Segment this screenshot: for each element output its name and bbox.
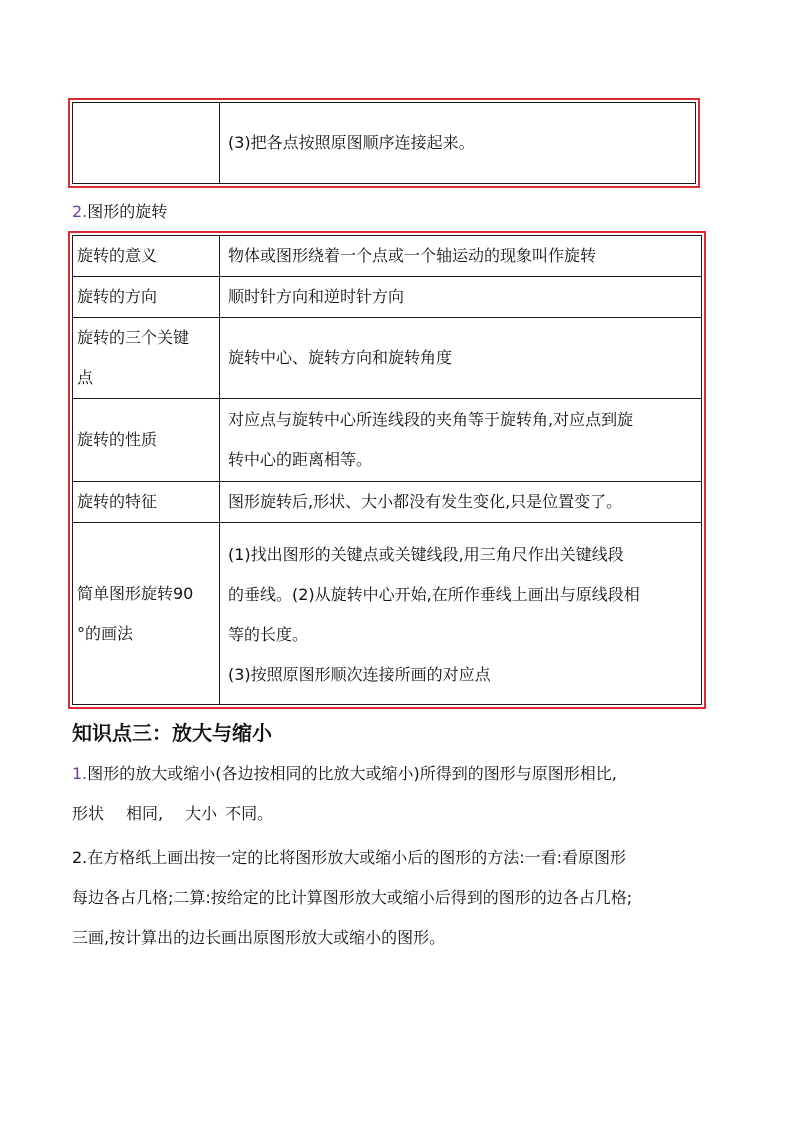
table-cell-key: 旋转的意义 bbox=[73, 236, 220, 277]
value-line: 的垂线。(2)从旋转中心开始,在所作垂线上画出与原线段相 bbox=[228, 584, 640, 604]
table-row bbox=[73, 482, 702, 523]
table-row bbox=[73, 236, 702, 277]
blank-answer: 相同, bbox=[126, 804, 164, 823]
table-row bbox=[73, 318, 702, 399]
paragraph-scaling-method bbox=[72, 838, 732, 958]
value-line: 等的长度。 bbox=[228, 624, 309, 644]
paragraph-text: 图形的放大或缩小(各边按相同的比放大或缩小)所得到的图形与原图形相比, bbox=[87, 764, 617, 783]
rotation-table bbox=[68, 231, 706, 709]
blank-label: 形状 bbox=[72, 804, 105, 823]
key-line: 旋转的三个关键 bbox=[77, 328, 190, 347]
paragraph-line: 2.在方格纸上画出按一定的比将图形放大或缩小后的图形的方法:一看:看原图形 bbox=[72, 848, 627, 867]
list-number: 1. bbox=[72, 764, 88, 783]
key-line: 简单图形旋转90 bbox=[77, 583, 194, 603]
value-line: 对应点与旋转中心所连线段的夹角等于旋转角,对应点到旋 bbox=[228, 410, 634, 429]
table-cell-key: 旋转的特征 bbox=[73, 482, 220, 523]
table-cell-value: 物体或图形绕着一个点或一个轴运动的现象叫作旋转 bbox=[220, 236, 702, 277]
paragraph-line bbox=[72, 794, 732, 834]
knowledge-point-heading: 知识点三：放大与缩小 bbox=[72, 721, 272, 745]
table-row bbox=[73, 523, 702, 705]
table-cell-value: 旋转中心、旋转方向和旋转角度 bbox=[220, 318, 702, 399]
section-title-text: 图形的旋转 bbox=[87, 202, 168, 221]
key-line: °的画法 bbox=[77, 623, 134, 643]
paragraph-line: 每边各占几格;二算:按给定的比计算图形放大或缩小后得到的图形的边各占几格; bbox=[72, 888, 633, 907]
table-cell-value bbox=[220, 399, 702, 482]
blank-label: 大小 bbox=[185, 804, 218, 823]
table-cell-key bbox=[73, 103, 220, 184]
table-cell-key bbox=[73, 318, 220, 399]
table-cell-value: 顺时针方向和逆时针方向 bbox=[220, 277, 702, 318]
blank-answer: 不同。 bbox=[225, 804, 274, 823]
table-cell-value: 图形旋转后,形状、大小都没有发生变化,只是位置变了。 bbox=[220, 482, 702, 523]
section-title-rotation bbox=[72, 199, 167, 222]
section-number: 2. bbox=[72, 202, 88, 221]
value-line: 转中心的距离相等。 bbox=[228, 450, 373, 469]
value-line: (1)找出图形的关键点或关键线段,用三角尺作出关键线段 bbox=[228, 544, 624, 564]
table-steps-continued bbox=[68, 98, 700, 188]
paragraph-scaling-property bbox=[72, 754, 732, 834]
table-cell-value: (3)把各点按照原图顺序连接起来。 bbox=[220, 103, 696, 184]
table-cell-key: 旋转的方向 bbox=[73, 277, 220, 318]
table-row bbox=[73, 399, 702, 482]
table-cell-key bbox=[73, 523, 220, 705]
paragraph-line: 三画,按计算出的边长画出原图形放大或缩小的图形。 bbox=[72, 928, 446, 947]
table-row bbox=[73, 277, 702, 318]
table-cell-key: 旋转的性质 bbox=[73, 399, 220, 482]
key-line: 点 bbox=[77, 368, 94, 387]
value-line: (3)按照原图形顺次连接所画的对应点 bbox=[228, 664, 491, 684]
paragraph-line bbox=[72, 754, 732, 794]
table-cell-value bbox=[220, 523, 702, 705]
